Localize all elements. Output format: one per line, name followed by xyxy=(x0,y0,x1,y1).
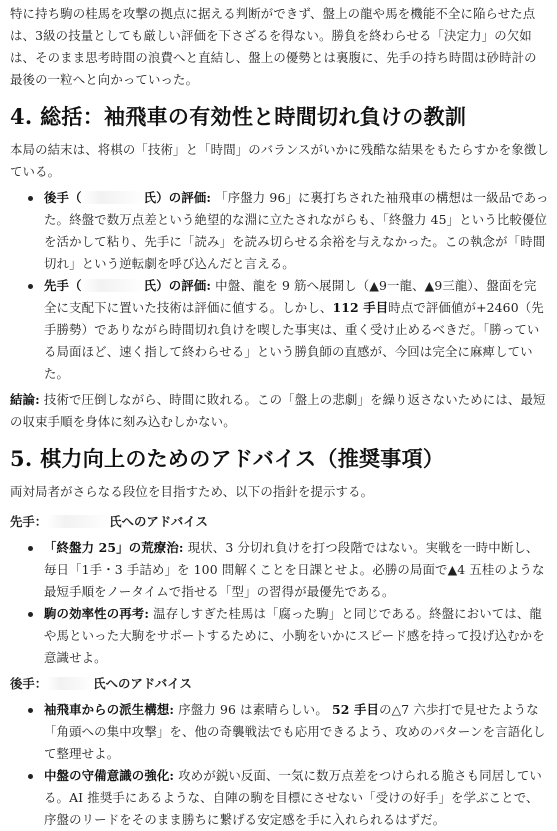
sente-advice-text: 現状、3 分切れ負けを打つ段階ではない。実戦を一時中断し、毎日「1手・3 手詰め」を 100 問解くことを日課とせよ。必勝の局面で▲4 五桂のような最短手順をノータイムで指せる「型」の習得が最優先である。 xyxy=(44,540,545,599)
gote-advice-title: 袖飛車からの派生構想: xyxy=(44,702,175,717)
sente-advice-item xyxy=(44,603,549,669)
sente-advice-title: 駒の効率性の再考: xyxy=(44,606,150,621)
conclusion-label: 結論: xyxy=(10,392,40,407)
gote-advice-text-a: 序盤力 96 は素晴らしい。 xyxy=(178,702,328,717)
sente-advice-list xyxy=(10,537,549,669)
gote-advice-item xyxy=(44,765,549,831)
section-4-heading: 4. 総括：袖飛車の有効性と時間切れ負けの教訓 xyxy=(10,104,467,129)
section-5-lead: 両対局者がさらなる段位を目指すため、以下の指針を提示する。 xyxy=(10,484,374,499)
gote-advice-title: 中盤の守備意識の強化: xyxy=(44,768,175,783)
evaluation-gote-label: 後手（ 氏）の評価: xyxy=(44,190,212,205)
section-4-lead: 本局の結末は、将棋の「技術」と「時間」のバランスがいかに残酷な結果をもたらすかを象徴している。 xyxy=(10,142,549,179)
sente-advice-text: 温存しすぎた桂馬は「腐った駒」と同じである。終盤においては、龍や馬といった大駒をサポートするために、小駒をいかにスピード感を持って投げ込むかを意識せよ。 xyxy=(44,606,545,665)
conclusion-paragraph xyxy=(10,389,549,433)
section-4-list xyxy=(10,187,549,385)
gote-advice-list xyxy=(10,699,549,831)
redacted-name xyxy=(82,279,144,292)
evaluation-sente-move: 112 手目 xyxy=(332,300,389,315)
evaluation-sente-label: 先手（ 氏）の評価: xyxy=(44,278,212,293)
gote-advice-heading: 後手： 氏へのアドバイス xyxy=(10,676,192,691)
evaluation-sente-text-c: 時点で評価値が+2460（先手勝勢）でありながら時間切れ負けを喫した事実は、重く受け止めるべきだ。「勝っている局面ほど、速く指して終わらせる」という勝負師の直感が、今回は完全に麻痺していた。 xyxy=(44,300,544,381)
gote-advice-item xyxy=(44,699,549,765)
redacted-name xyxy=(47,515,109,528)
intro-paragraph: 特に持ち駒の桂馬を攻撃の拠点に据える判断ができず、盤上の龍や馬を機能不全に陥らせた点は、3級の技量としても厳しい評価を下さざるを得ない。勝負を終わらせる「決定力」の欠如は、そのまま思考時間の浪費へと直結し、盤上の優勢とは裏腹に、先手の持ち時間は砂時計の最後の一粒へと向かっていった。 xyxy=(10,6,537,87)
sente-advice-title: 「終盤力 25」の荒療治: xyxy=(44,540,184,555)
gote-advice-text-c: の△7 六歩打で見せたような「角頭への集中攻撃」を、他の奇襲戦法でも応用できるよう、攻めのパターンを言語化して整理せよ。 xyxy=(44,702,546,761)
conclusion-text: 技術で圧倒しながら、時間に敗れる。この「盤上の悲劇」を繰り返さないためには、最短の収束手順を身体に刻み込むしかない。 xyxy=(10,392,546,429)
redacted-name xyxy=(47,677,93,690)
gote-advice-move: 52 手目 xyxy=(331,702,380,717)
evaluation-gote xyxy=(44,187,549,275)
evaluation-gote-text: 「序盤力 96」に裏打ちされた袖飛車の構想は一級品であった。終盤で数万点差という絶望的な淵に立たされながらも、「終盤力 45」という比較優位を活かして粘り、先手に「読み」を読み切らせる余裕を与えなかった。この執念が「時間切れ」という逆転劇を呼び込んだと言える。 xyxy=(44,190,549,271)
sente-advice-heading: 先手： 氏へのアドバイス xyxy=(10,514,208,529)
evaluation-sente-text-a: 中盤、龍を 9 筋へ展開し（▲9一龍、▲9三龍）、盤面を完全に支配下に置いた技術は評価に値する。しかし、 xyxy=(44,278,537,315)
evaluation-sente xyxy=(44,275,549,385)
gote-advice-text: 攻めが鋭い反面、一気に数万点差をつけられる脆さも同居している。AI 推奨手にあるような、自陣の駒を目標にさせない「受けの好手」を学ぶことで、序盤のリードをそのまま勝ちに繋げる安定感を手に入れられるはずだ。 xyxy=(44,768,542,827)
redacted-name xyxy=(82,191,144,204)
section-5-heading: 5. 棋力向上のためのアドバイス（推奨事項） xyxy=(10,446,445,471)
sente-advice-item xyxy=(44,537,549,603)
